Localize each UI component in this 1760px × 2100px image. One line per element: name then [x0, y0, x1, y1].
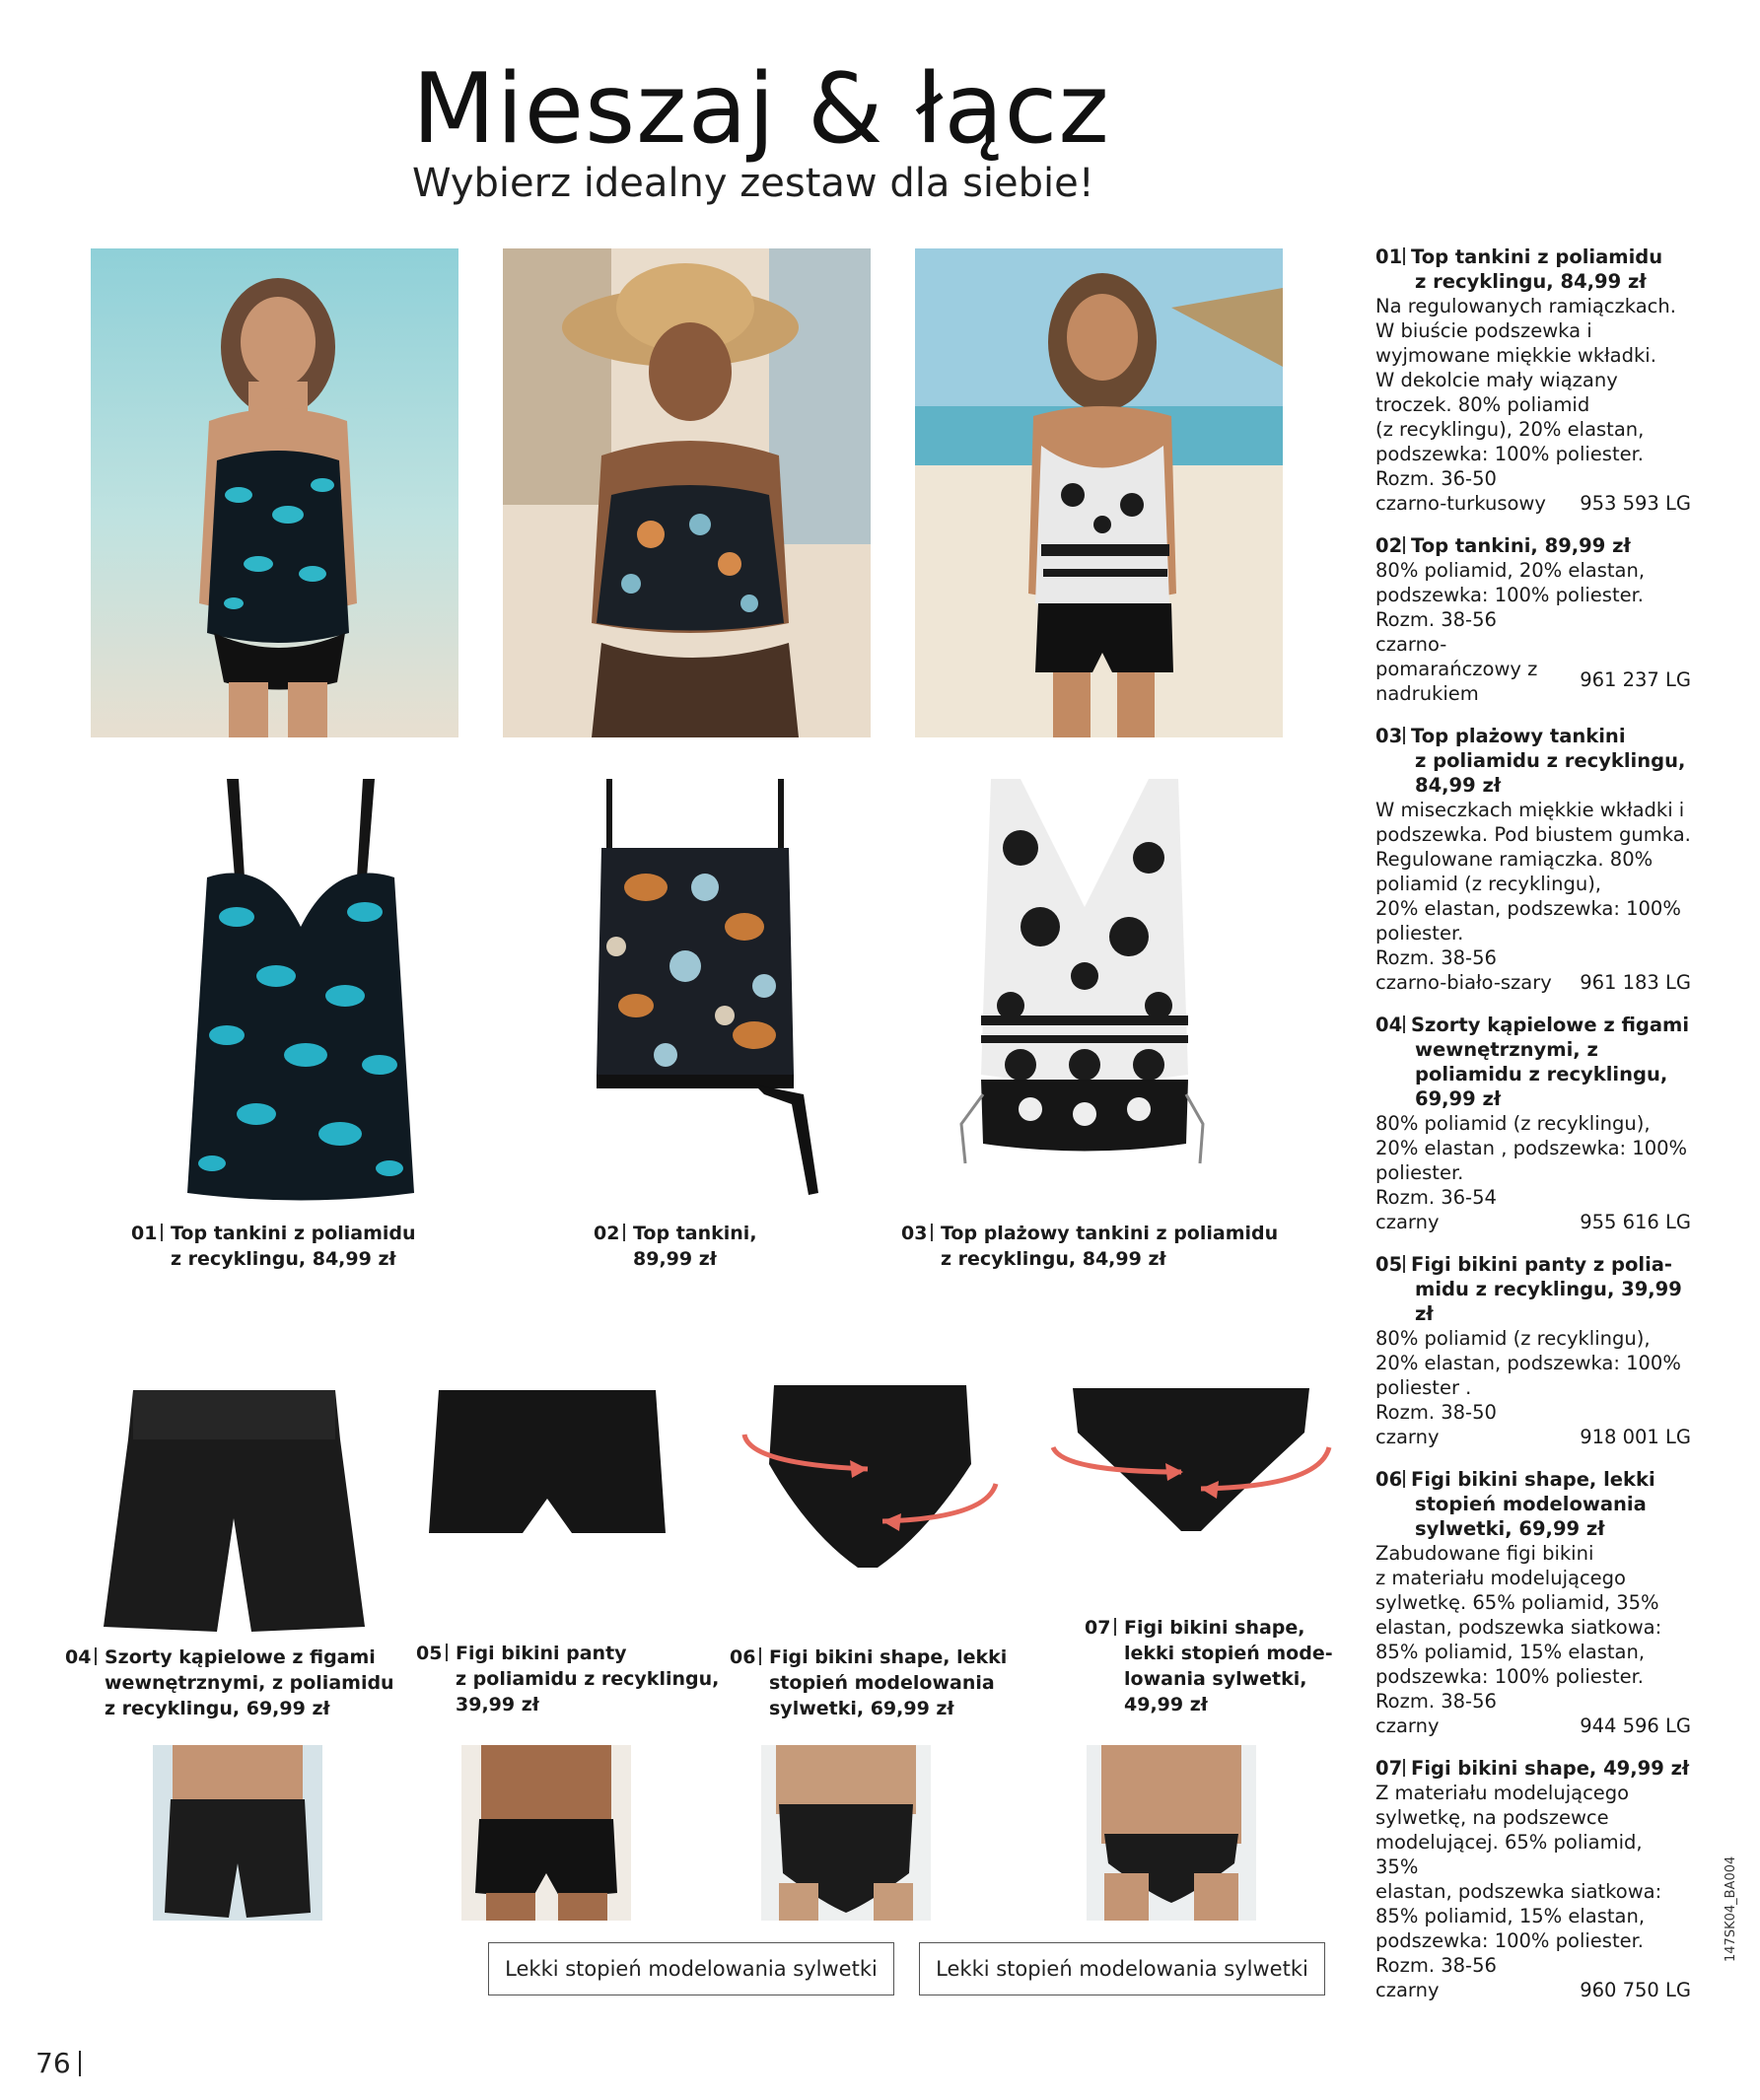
page-title: Mieszaj & łącz	[412, 53, 1110, 166]
model-bottom-photo-07	[1087, 1745, 1256, 1921]
product-bottom-06	[730, 1375, 1011, 1573]
caption-bottom-06: 06 Figi bikini shape, lekki stopień modelowania sylwetki, 69,99 zł	[730, 1646, 1008, 1719]
product-color: czarny	[1375, 1979, 1440, 2001]
product-detail-02: 02 Top tankini, 89,99 zł 80% poliamid, 20% elastan, podszewka: 100% poliester. Rozm. 38-56 czarno-pomarańczowy z nadrukiem 961 237 LG	[1375, 534, 1691, 705]
product-detail-04: 04 Szorty kąpielowe z figami wewnętrznymi, z poliamidu z recyklingu, 69,99 zł 80% poliamid (z recyklingu), 20% elastan , podszewka: 100% poliester. Rozm. 36-54 czarny 955 616 LG	[1375, 1014, 1691, 1233]
product-color: czarno-biało-szary	[1375, 971, 1552, 994]
model-photo-02	[503, 248, 871, 737]
product-detail-03: 03 Top plażowy tankini z poliamidu z recyklingu, 84,99 zł W miseczkach miękkie wkładki i podszewka. Pod biustem gumka. Regulowane ramiączka. 80% poliamid (z recyklingu), 20% elastan, podszewka: 100% poliester. Rozm. 38-56 czarno-biało-szary 961 183 LG	[1375, 725, 1691, 994]
product-code: 953 593 LG	[1580, 492, 1691, 515]
product-code: 960 750 LG	[1580, 1979, 1691, 2001]
model-photo-01	[91, 248, 458, 737]
product-details-column	[1375, 245, 1691, 2020]
product-code: 955 616 LG	[1580, 1211, 1691, 1233]
product-detail-05: 05 Figi bikini panty z polia- midu z recyklingu, 39,99 zł 80% poliamid (z recyklingu), 20% elastan, podszewka: 100% poliester . Rozm. 38-50 czarny 918 001 LG	[1375, 1253, 1691, 1448]
product-color: czarny	[1375, 1715, 1440, 1737]
caption-bottom-04: 04 Szorty kąpielowe z figami wewnętrznymi, z poliamidu z recyklingu, 69,99 zł	[65, 1646, 394, 1719]
product-detail-01: 01 Top tankini z poliamidu z recyklingu, 84,99 zł Na regulowanych ramiączkach. W biuście podszewka i wyjmowane miękkie wkładki. W dekolcie mały wiązany troczek. 80% poliamid (z recyklingu), 20% elastan, podszewka: 100% poliester. Rozm. 36-50 czarno-turkusowy 953 593 LG	[1375, 245, 1691, 515]
caption-top-01: 01 Top tankini z poliamidu z recyklingu, 84,99 zł	[131, 1223, 416, 1270]
product-code: 944 596 LG	[1580, 1715, 1691, 1737]
model-bottom-photo-04	[153, 1745, 322, 1921]
product-code: 961 237 LG	[1580, 668, 1691, 691]
product-code: 961 183 LG	[1580, 971, 1691, 994]
caption-top-02: 02 Top tankini, 89,99 zł	[594, 1223, 757, 1270]
model-photo-03	[915, 248, 1283, 737]
product-top-03	[951, 769, 1218, 1203]
product-code: 918 001 LG	[1580, 1426, 1691, 1448]
caption-top-03: 03 Top plażowy tankini z poliamidu z recyklingu, 84,99 zł	[901, 1223, 1279, 1270]
caption-bottom-05: 05 Figi bikini panty z poliamidu z recyklingu, 39,99 zł	[416, 1643, 720, 1715]
caption-bottom-07: 07 Figi bikini shape, lekki stopień mode- lowania sylwetki, 49,99 zł	[1085, 1617, 1333, 1715]
shaping-badge-07: Lekki stopień modelowania sylwetki	[919, 1942, 1325, 1995]
model-bottom-photo-06	[761, 1745, 931, 1921]
page-subtitle: Wybierz idealny zestaw dla siebie!	[412, 161, 1094, 206]
page-number: 76	[35, 2047, 81, 2079]
product-bottom-05	[424, 1385, 670, 1543]
product-color: czarno-pomarańczowy z nadrukiem	[1375, 633, 1538, 705]
product-color: czarno-turkusowy	[1375, 492, 1546, 515]
product-top-02	[557, 769, 873, 1242]
product-bottom-04	[94, 1380, 375, 1637]
shaping-badge-06: Lekki stopień modelowania sylwetki	[488, 1942, 894, 1995]
model-bottom-photo-05	[461, 1745, 631, 1921]
product-color: czarny	[1375, 1211, 1440, 1233]
product-bottom-07	[1043, 1378, 1339, 1536]
product-detail-06: 06 Figi bikini shape, lekki stopień modelowania sylwetki, 69,99 zł Zabudowane figi bikini z materiału modelującego sylwetkę. 65% poliamid, 35% elastan, podszewka siatkowa: 85% poliamid, 15% elastan, podszewka: 100% poliester. Rozm. 38-56 czarny 944 596 LG	[1375, 1468, 1691, 1737]
product-top-01	[168, 769, 434, 1203]
product-detail-07: 07 Figi bikini shape, 49,99 zł Z materiału modelującego sylwetkę, na podszewce modelującej. 65% poliamid, 35% elastan, podszewka siatkowa: 85% poliamid, 15% elastan, podszewka: 100% poliester. Rozm. 38-56 czarny 960 750 LG	[1375, 1757, 1691, 2001]
catalog-code: 147SK04_BA004	[1724, 1855, 1738, 1962]
product-color: czarny	[1375, 1426, 1440, 1448]
